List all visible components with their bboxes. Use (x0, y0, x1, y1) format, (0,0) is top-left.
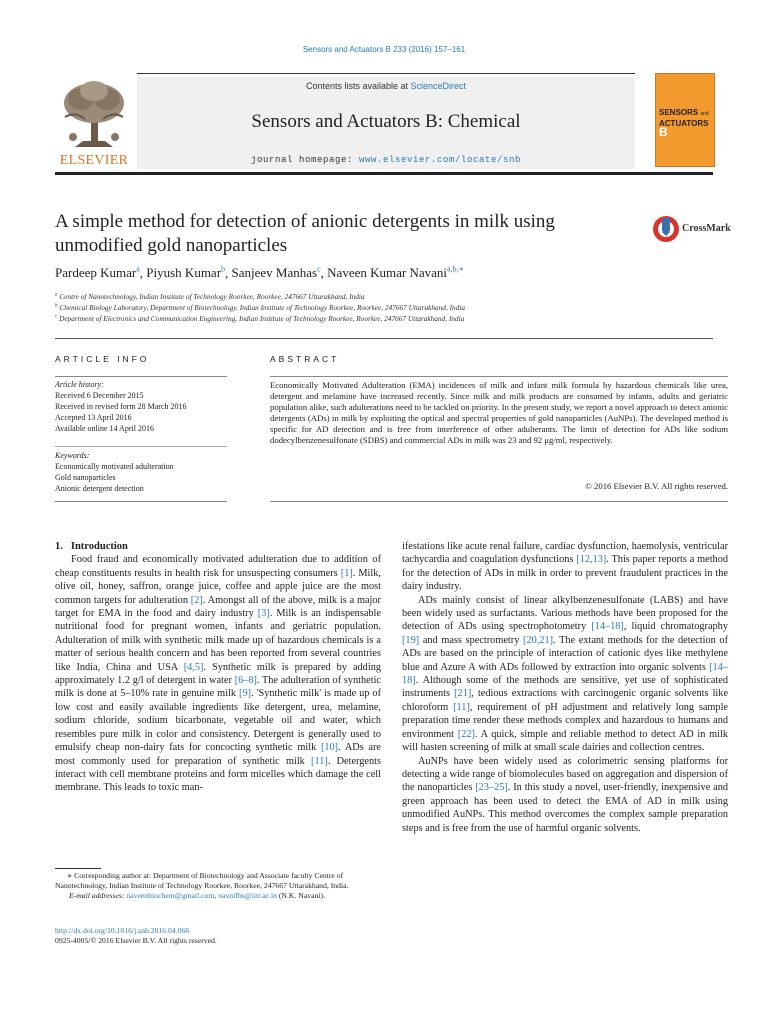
cover-line2: ACTUATORS (659, 119, 709, 128)
citation-link[interactable]: [23–25] (475, 782, 508, 794)
citation-link[interactable]: [9] (239, 688, 252, 700)
journal-band (137, 77, 635, 169)
citation-link[interactable]: [6–8] (234, 675, 257, 687)
text-run: . ADs are most commonly used for preparation of synthetic milk (55, 742, 381, 767)
footnotes (55, 871, 385, 901)
body-paragraph (55, 553, 381, 794)
author-1[interactable]: Pardeep Kumar$^a$ (55, 265, 140, 281)
header-divider (55, 338, 713, 339)
keyword-item: Economically motivated adulteration (55, 462, 174, 471)
text-run: ifestations like acute renal failure, cardiac dysfunction, haemolysis, ventricular tachycardia and coagulation dysfunctions (402, 541, 728, 566)
issn-line: 0925-4005/© 2016 Elsevier B.V. All rights reserved. (55, 936, 217, 945)
text-run: . Milk, olive oil, honey, saffron, orange juice, coffee and apple juice are the most common targets for adulteration (55, 567, 381, 606)
journal-title[interactable]: Sensors and Actuators B: Chemical (251, 111, 521, 132)
citation-link[interactable]: [14–18] (402, 661, 728, 687)
author-4[interactable]: Naveen Kumar Navani$^{a,b,∗}$ (327, 265, 464, 281)
text-run: . 'Synthetic milk' is made up of low cost and easily available ingredients like detergent, urea, melamine, sodium chloride, sodium bicarbonate, vegetable oil and water, which resembles pure milk in color and consistency. Detergent is generally used to emulsify cheap non-dairy fats for concocting synthetic milk (55, 688, 382, 754)
abstract-text: Economically Motivated Adulteration (EMA) incidences of milk and infant milk formula by hazardous chemicals like urea, detergent and melamine have increased recently. Since milk and milk products are consumed by infants, adults and geriatric population alike, such adulterations need to be tackled on priority. In the present study, we report a novel approach to detect anionic detergents (ADs) in milk by exploiting the optical and spectral properties of gold nanoparticles (AuNPs). The developed method is specific for AD detection and is free from interference of other adulterants. The limit of detection for ADs like sodium dodecylbenzenesulfonate (SDBS) and commercial ADs in milk was 23 and 92 μg/ml, respectively. (270, 380, 728, 445)
text-run: . In this study a novel, user-friendly, inexpensive and green approach has been used to detect the EMA of AD in milk using unmodified AuNPs. This method overcomes the complex sample preparation steps and is free from the use of harmful organic solvents. (402, 782, 728, 834)
keywords (55, 450, 227, 494)
cover-title (659, 108, 714, 138)
doi-link[interactable]: http://dx.doi.org/10.1016/j.snb.2016.04.066 (55, 926, 190, 935)
crossmark-label: CrossMark (682, 223, 731, 234)
citation-link[interactable]: [4,5] (183, 661, 204, 673)
article-title: A simple method for detection of anionic detergents in milk using unmodified gold nanoparticles (55, 211, 555, 256)
email-label: E-mail addresses: (69, 891, 125, 900)
text-run: . Milk is an indispensable nutritional food for pregnant women, infants and geriatric population. Adulteration of milk with synthetic milk made up of hazardous chemicals is a matter of serious health concern and has been reported from several countries like India, China and USA (55, 608, 381, 673)
cover-letter: B (659, 125, 668, 139)
info-divider-top (55, 376, 227, 377)
citation-link[interactable]: [3] (257, 608, 270, 620)
email-link-2[interactable]: navnifbs@iitr.ac.in (218, 891, 277, 900)
email-note: E-mail addresses: naveenbiochem@gmail.com, navnifbs@iitr.ac.in (N.K. Navani). (69, 891, 325, 900)
history-revised: Received in revised form 28 March 2016 (55, 402, 187, 411)
email-link-1[interactable]: naveenbiochem@gmail.com (126, 891, 215, 900)
history-received: Received 6 December 2015 (55, 391, 144, 400)
journal-masthead (55, 73, 715, 169)
body-column-left (55, 540, 381, 795)
citation-link[interactable]: [21] (454, 688, 472, 700)
text-run: , tedious extractions with carcinogenic organic solvents like chloroform (402, 688, 729, 713)
article-info-label: ARTICLE INFO (55, 354, 150, 364)
citation-link[interactable]: [20,21] (523, 634, 554, 646)
citation-link[interactable]: [22] (457, 728, 475, 740)
citation-link[interactable]: [19] (402, 634, 420, 646)
homepage-link[interactable]: www.elsevier.com/locate/snb (359, 155, 522, 165)
body-paragraph (402, 594, 728, 755)
crossmark-icon (652, 214, 680, 244)
keyword-item: Gold nanoparticles (55, 473, 116, 482)
elsevier-tree-logo (55, 77, 133, 169)
author-list: Pardeep Kumar$^a$, Piyush Kumar$^b$, Sanjeev Manhas$^c$, Naveen Kumar Navani$^{a,b,∗}$ (55, 265, 464, 281)
masthead-bottom-rule (55, 172, 713, 175)
keywords-heading: Keywords: (55, 451, 90, 460)
crossmark-badge[interactable] (652, 214, 732, 244)
author-3[interactable]: Sanjeev Manhas$^c$ (231, 265, 321, 281)
contents-prefix: Contents lists available at (305, 81, 411, 91)
text-run: . Detergents interact with cell membrane proteins and form micelles which damage the cell membrane. This leads to toxic man- (55, 755, 381, 794)
contents-line (137, 81, 635, 91)
cover-and: and (700, 111, 709, 117)
text-run: Food fraud and economically motivated adulteration due to addition of cheap constituents results in health risk for unsuspecting consumers (55, 554, 381, 579)
abstract-divider-bottom (270, 501, 728, 502)
abstract-label: ABSTRACT (270, 354, 340, 364)
text-run: . A quick, simple and reliable method to detect AD in milk will hasten screening of milk at small scale dairies and collection centres. (402, 728, 728, 754)
text-run: . Synthetic milk is prepared by adding approximately 1.2 g/l of detergent in water (55, 661, 381, 687)
tree-icon (55, 77, 133, 151)
citation-link[interactable]: [2] (190, 594, 203, 606)
sciencedirect-link[interactable]: ScienceDirect (410, 81, 467, 91)
body-paragraph (402, 540, 728, 594)
citation-link[interactable]: [11] (453, 701, 470, 713)
abstract-divider-top (270, 376, 728, 377)
author-2[interactable]: Piyush Kumar$^b$ (146, 265, 226, 281)
history-heading: Article history: (55, 380, 104, 389)
history-accepted: Accepted 13 April 2016 (55, 413, 132, 422)
corresponding-author-note: ∗ Corresponding author at: Department of Biotechnology and Associate faculty Centre of Nanotechnology, Indian Institute of Technology Roorkee, Roorkee, 247667 Uttarakhand, India. (55, 871, 349, 890)
citation-link[interactable]: [11] (311, 755, 328, 767)
text-run: ADs mainly consist of linear alkylbenzenesulfonate (LABS) and have been widely used as surfactants. Various methods have been proposed for the detection of ADs using spectrophotometry (402, 594, 728, 633)
body-column-right (402, 540, 728, 835)
section-heading: 1. Introduction (55, 541, 128, 552)
history-online: Available online 14 April 2016 (55, 424, 154, 433)
affiliation-a: $^a$ Centre of Nanotechnology, Indian Institute of Technology Roorkee, Roorkee, 247667 Uttarakhand, India (55, 292, 365, 301)
text-run: and mass spectrometry (419, 634, 524, 646)
affiliation-c: $^c$ Department of Electronics and Communication Engineering, Indian Institute of Technology Roorkee, Roorkee, 247667 Uttarakhand, India (55, 314, 465, 323)
text-run: . The extant methods for the detection of ADs are based on the principle of interaction of cationic dyes like methylene blue and Azure A with ADs followed by extraction into organic solvents (402, 634, 729, 673)
article-history (55, 379, 227, 434)
cover-line1: SENSORS (659, 108, 699, 117)
text-run: , liquid chromatography (623, 621, 728, 633)
masthead-top-rule (137, 73, 635, 74)
info-divider-bottom (55, 501, 227, 502)
text-run: , requirement of pH adjustment and relatively long sample preparation time render these methods complex and hazardous to humans and environment (402, 701, 728, 740)
info-divider-mid (55, 446, 227, 447)
citation-link[interactable]: [10] (320, 742, 339, 754)
abstract-copyright: © 2016 Elsevier B.V. All rights reserved. (585, 481, 728, 491)
text-run: . Although some of the methods are sensitive, yet use of sophisticated instruments (402, 675, 728, 700)
publisher-name: ELSEVIER (59, 153, 129, 168)
text-run: . The adulteration of synthetic milk is done at 5–10% rate in genuine milk (55, 675, 381, 700)
footnote-rule (55, 868, 101, 869)
journal-cover-thumbnail[interactable] (655, 73, 715, 167)
keyword-item: Anionic detergent detection (55, 484, 144, 493)
doi-block (55, 926, 385, 946)
journal-homepage (137, 155, 635, 165)
homepage-prefix: journal homepage: (250, 155, 359, 165)
text-run: AuNPs have been widely used as colorimetric sensing platforms for detecting a wide range of biomolecules based on aggregation and dispersion of the nanoparticles (402, 755, 728, 794)
citation-link[interactable]: [12,13] (576, 554, 607, 566)
body-paragraph (402, 755, 728, 835)
citation-link[interactable]: [14–18] (591, 621, 624, 633)
text-run: . Amongst all of the above, milk is a major target for EMA in the food and dairy industry (55, 594, 381, 620)
text-run: . This paper reports a method for the detection of ADs in milk in order to prevent fraudulent practices in the dairy industry. (402, 554, 729, 593)
citation-link[interactable]: [1] (340, 567, 353, 579)
journal-citation[interactable]: Sensors and Actuators B 233 (2016) 157–161 (302, 45, 466, 54)
affiliation-b: $^b$ Chemical Biology Laboratory, Department of Biotechnology, Indian Institute of Technology Roorkee, Roorkee, 247667 Uttarakhand, India (55, 303, 465, 312)
